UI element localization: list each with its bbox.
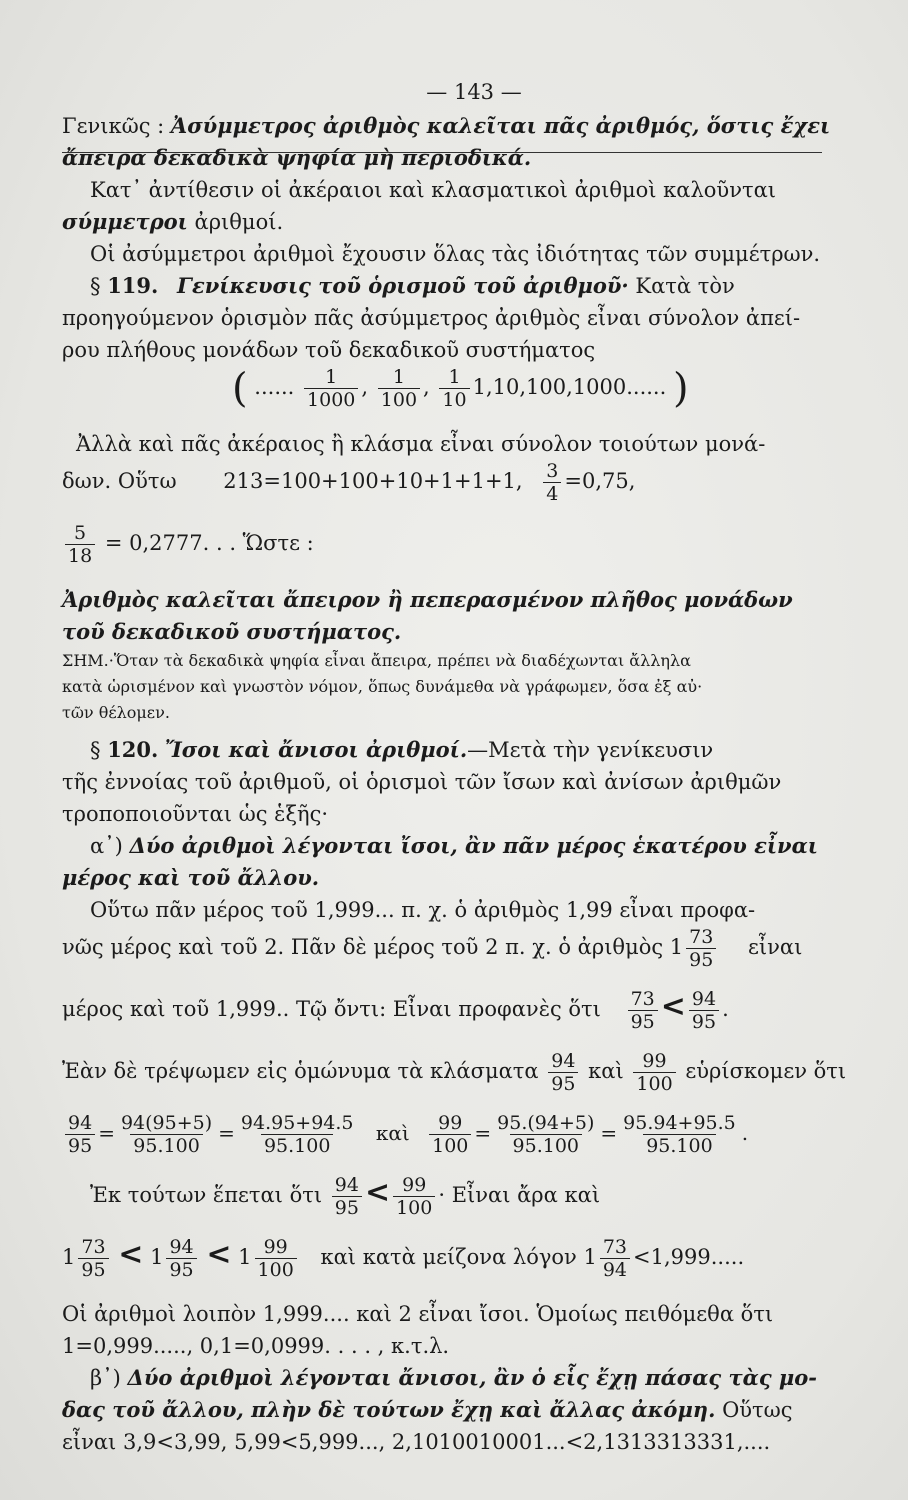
fraction: $\frac{94}{95}$ xyxy=(548,1050,578,1095)
note-line-1 xyxy=(62,648,822,674)
close-paren: ) xyxy=(672,365,689,412)
sequence-tail: 1,10,100,1000...... xyxy=(472,375,667,399)
note-line-2 xyxy=(62,674,822,700)
line-30 xyxy=(62,1298,822,1330)
less-than: < xyxy=(206,1237,232,1272)
line-32 xyxy=(62,1362,822,1394)
note-text: κατὰ ὡρισμένον καὶ γνωστὸν νόμον, ὅπως δυνάμεθα νὰ γράφωμεν, ὅσα ἐξ αὐ· xyxy=(62,677,703,696)
text: εἶναι 3,9<3,99, 5,99<5,999..., 2,1010010001...<2,1313313331,.... xyxy=(62,1430,771,1454)
line-34 xyxy=(62,1426,822,1458)
line-26 xyxy=(62,1050,847,1112)
definition-unequal-end: δας τοῦ ἄλλου, πλὴν δὲ τούτων ἔχῃ καὶ ἄλλας ἀκόμη. xyxy=(62,1397,716,1422)
line-8 xyxy=(62,334,822,366)
note-text: ΣΗΜ.·Ὅταν τὰ δεκαδικὰ ψηφία εἶναι ἄπειρα, πρέπει νὰ διαδέχωνται ἄλληλα xyxy=(62,651,691,670)
definition-number-end: τοῦ δεκαδικοῦ συστήματος. xyxy=(62,619,402,644)
fraction: $\frac{1}{100}$ xyxy=(378,366,420,411)
page-number: — 143 — xyxy=(426,80,522,104)
text: προηγούμενον ὁρισμὸν πᾶς ἀσύμμετρος ἀριθμὸς εἶναι σύνολον ἀπεί- xyxy=(62,306,801,330)
text: Ἐὰν δὲ τρέψωμεν εἰς ὁμώνυμα τὰ κλάσματα xyxy=(62,1059,539,1083)
line-6 xyxy=(62,270,822,302)
line-14 xyxy=(62,616,822,648)
fraction: $\frac{73}{95}$ xyxy=(78,1236,108,1281)
fraction: $\frac{5}{18}$ xyxy=(65,522,95,567)
term-rational: σύμμετροι xyxy=(62,209,188,234)
text: εὑρίσκομεν ὅτι xyxy=(685,1059,847,1083)
line-23 xyxy=(62,894,822,926)
line-25: μέρος καὶ τοῦ 1,999.. Τῷ ὄντι: Εἶναι προφανὲς ὅτι $\frac{73}{95}$ < $\frac{94}{95}$ . xyxy=(62,988,729,1033)
line-4 xyxy=(62,206,822,238)
text: καὶ κατὰ μείζονα λόγον 1 xyxy=(320,1245,597,1269)
line-2 xyxy=(62,142,822,174)
text: Οἱ ἀσύμμετροι ἀριθμοὶ ἔχουσιν ὅλας τὰς ἰδιότητας τῶν συμμέτρων. xyxy=(90,242,821,266)
open-paren: ( xyxy=(232,365,248,412)
definition-number: Ἀριθμὸς καλεῖται ἄπειρον ἢ πεπερασμένον πλῆθος μονάδων xyxy=(62,587,793,612)
text: ρου πλήθους μονάδων τοῦ δεκαδικοῦ συστήματος xyxy=(62,338,596,362)
text: · Εἶναι ἄρα καὶ xyxy=(438,1183,601,1207)
text: μέρος καὶ τοῦ 1,999.. Τῷ ὄντι: Εἶναι προφανὲς ὅτι xyxy=(62,997,601,1021)
line-31 xyxy=(62,1330,822,1362)
fraction: $\frac{1}{1000}$ xyxy=(304,366,358,411)
definition-equal-end: μέρος καὶ τοῦ ἄλλου. xyxy=(62,865,320,890)
line-33 xyxy=(62,1394,822,1426)
ellipsis: ...... xyxy=(254,375,295,399)
fraction: $\frac{94}{95}$ xyxy=(65,1112,95,1157)
definition-unequal: Δύο ἀριθμοὶ λέγονται ἄνισοι, ἂν ὁ εἷς ἔχῃ πάσας τὰς μο- xyxy=(127,1365,818,1390)
fraction: $\frac{94.95+94.5}{95.100}$ xyxy=(240,1112,354,1157)
line-3 xyxy=(62,174,822,206)
fraction: $\frac{94}{95}$ xyxy=(166,1236,196,1281)
line-24 xyxy=(62,926,822,988)
line-21 xyxy=(62,830,822,862)
line-28 xyxy=(62,1174,822,1236)
item-label: α᾽) xyxy=(90,834,123,858)
fraction: $\frac{73}{95}$ xyxy=(628,988,658,1033)
fraction: $\frac{99}{100}$ xyxy=(633,1050,675,1095)
text: καὶ xyxy=(588,1059,624,1083)
line-12 xyxy=(62,522,822,584)
text: Ἀλλὰ καὶ πᾶς ἀκέραιος ἢ κλάσμα εἶναι σύνολον τοιούτων μονά- xyxy=(76,432,766,456)
fraction: $\frac{1}{10}$ xyxy=(439,366,469,411)
note-text: τῶν θέλομεν. xyxy=(62,703,170,722)
fraction: $\frac{99}{100}$ xyxy=(393,1174,435,1219)
fraction: $\frac{3}{4}$ xyxy=(543,460,561,505)
fraction: $\frac{94}{95}$ xyxy=(332,1174,362,1219)
less-than: < xyxy=(660,989,686,1024)
fraction: $\frac{95.94+95.5}{95.100}$ xyxy=(623,1112,736,1157)
text: τῆς ἐννοίας τοῦ ἀριθμοῦ, οἱ ὁρισμοὶ τῶν ἴσων καὶ ἀνίσων ἀριθμῶν xyxy=(62,770,782,794)
text: <1,999..... xyxy=(633,1245,745,1269)
note-line-3 xyxy=(62,700,822,726)
fraction: $\frac{94(95+5)}{95.100}$ xyxy=(120,1112,213,1157)
definition-equal: Δύο ἀριθμοὶ λέγονται ἴσοι, ἂν πᾶν μέρος ἑκατέρου εἶναι xyxy=(129,833,818,858)
item-label: β᾽) xyxy=(90,1366,121,1390)
text: καὶ xyxy=(375,1121,410,1145)
fraction: $\frac{99}{100}$ xyxy=(429,1112,471,1157)
text: Οὕτως xyxy=(722,1398,793,1422)
text: δων. Οὕτω xyxy=(62,469,177,493)
definition-irrational-end: ἄπειρα δεκαδικὰ ψηφία μὴ περιοδικά. xyxy=(62,145,532,170)
less-than: < xyxy=(364,1175,391,1210)
text: ἀριθμοί. xyxy=(194,210,284,234)
line-1 xyxy=(62,110,831,142)
line-18 xyxy=(62,734,822,766)
fraction: $\frac{95.(94+5)}{95.100}$ xyxy=(497,1112,595,1157)
section-sign: § xyxy=(90,738,101,762)
line-29: 1 $\frac{73}{95}$ < 1 $\frac{94}{95}$ < 1 $\frac{99}{100}$ καὶ κατὰ μείζονα λόγον 1 $\frac{73}{94}$ <1,999..... xyxy=(62,1236,745,1281)
line-7 xyxy=(62,302,822,334)
definition-irrational: Ἀσύμμετρος ἀριθμὸς καλεῖται πᾶς ἀριθμός, ὅστις ἔχει xyxy=(170,113,831,138)
line-20 xyxy=(62,798,822,830)
text: εἶναι xyxy=(748,935,803,959)
fraction: $\frac{94}{95}$ xyxy=(689,988,719,1033)
section-title: Ἴσοι καὶ ἄνισοι ἀριθμοί. xyxy=(165,737,468,762)
fraction: $\frac{73}{95}$ xyxy=(686,926,716,971)
text: Οὕτω πᾶν μέρος τοῦ 1,999... π. χ. ὁ ἀριθμὸς 1,99 εἶναι προφα- xyxy=(90,898,756,922)
text-general: Γενικῶς : xyxy=(62,114,165,138)
text: = 0,2777. . . Ὥστε : xyxy=(104,531,314,555)
text: —Μετὰ τὴν γενίκευσιν xyxy=(467,738,714,762)
less-than: < xyxy=(118,1237,144,1272)
section-sign: § xyxy=(90,274,101,298)
line-5 xyxy=(62,238,822,270)
section-title: Γενίκευσις τοῦ ὁρισμοῦ τοῦ ἀριθμοῦ· xyxy=(177,273,629,298)
line-11 xyxy=(62,460,822,522)
text: τροποποιοῦνται ὡς ἑξῆς· xyxy=(62,802,329,826)
section-number: 119. xyxy=(107,273,159,298)
sum-formula: 213=100+100+10+1+1+1, xyxy=(223,469,523,493)
line-10 xyxy=(62,428,822,460)
text: Κατὰ τὸν xyxy=(635,274,735,298)
fraction: $\frac{73}{94}$ xyxy=(600,1236,630,1281)
equation-line: $\frac{94}{95}$ = $\frac{94(95+5)}{95.100}$ = $\frac{94.95+94.5}{95.100}$ καὶ $\frac{99}{100}$ = $\frac{95.(94+5)}{95.100}$ = $\frac{95.94+95.5}{95.100}$ . xyxy=(62,1112,822,1174)
line-22 xyxy=(62,862,822,894)
body-text xyxy=(62,110,847,1458)
text: Οἱ ἀριθμοὶ λοιπὸν 1,999.... καὶ 2 εἶναι ἴσοι. Ὁμοίως πειθόμεθα ὅτι xyxy=(62,1302,774,1326)
fraction: $\frac{99}{100}$ xyxy=(255,1236,297,1281)
text: Ἐκ τούτων ἕπεται ὅτι xyxy=(90,1183,323,1207)
section-number: 120. xyxy=(107,737,159,762)
sequence-formula: ( ...... $\frac{1}{1000}$ , $\frac{1}{100}$ , $\frac{1}{10}$ 1,10,100,1000...... ) xyxy=(232,365,689,412)
decimal-value: =0,75, xyxy=(564,469,636,493)
text: Κατ᾽ ἀντίθεσιν οἱ ἀκέραιοι καὶ κλασματικοὶ ἀριθμοὶ καλοῦνται xyxy=(90,178,776,202)
line-13 xyxy=(62,584,822,616)
text: νῶς μέρος καὶ τοῦ 2. Πᾶν δὲ μέρος τοῦ 2 π. χ. ὁ ἀριθμὸς 1 xyxy=(62,935,684,959)
text: 1=0,999....., 0,1=0,0999. . . . , κ.τ.λ. xyxy=(62,1334,450,1358)
line-19 xyxy=(62,766,822,798)
